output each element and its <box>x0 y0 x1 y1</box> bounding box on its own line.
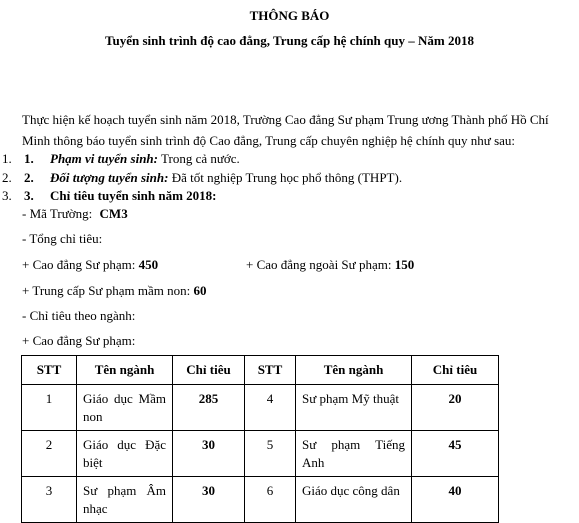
major-name-cell: Giáo dục Mầm non <box>77 385 173 431</box>
tc-line <box>22 283 206 299</box>
stt-cell: 2 <box>22 431 77 477</box>
header-stt: STT <box>22 356 77 385</box>
list-inner-number: 3. <box>24 188 34 203</box>
cd-ngoai-label: + Cao đẳng ngoài Sư phạm: <box>246 257 392 272</box>
quota-cell: 30 <box>173 431 245 477</box>
list-outer-number: 1. <box>2 151 12 166</box>
header-quota: Chỉ tiêu <box>412 356 499 385</box>
list-label: Phạm vi tuyển sinh: <box>50 151 158 166</box>
header-quota: Chỉ tiêu <box>173 356 245 385</box>
list-inner-number: 2. <box>24 170 34 185</box>
intro-paragraph: Thực hiện kế hoạch tuyển sinh năm 2018, Trường Cao đẳng Sư phạm Trung ương Thành phố Hồ Chí Minh thông báo tuyển sinh trình độ Cao đẳng, Trung cấp chuyên nghiệp hệ chính quy như sau: <box>22 112 549 148</box>
major-name-cell: Sư phạm Tiếng Anh <box>296 431 412 477</box>
cd-ngoai-line <box>246 257 414 273</box>
quota-cell: 30 <box>173 477 245 523</box>
school-code-label: - Mã Trường: <box>22 206 93 221</box>
cd-sp-value: 450 <box>138 257 159 272</box>
cd-sp-label: + Cao đẳng Sư phạm: <box>22 257 136 272</box>
table-header-row <box>22 356 499 385</box>
major-name-cell: Sư phạm Mỹ thuật <box>296 385 412 431</box>
list-outer-number: 2. <box>2 170 12 185</box>
quota-cell: 285 <box>173 385 245 431</box>
list-text: Trong cả nước. <box>158 151 240 166</box>
table-row <box>22 477 499 523</box>
quota-cell: 40 <box>412 477 499 523</box>
stt-cell: 3 <box>22 477 77 523</box>
stt-cell: 1 <box>22 385 77 431</box>
major-name-cell: Sư phạm Âm nhạc <box>77 477 173 523</box>
major-name-cell: Giáo dục Đặc biệt <box>77 431 173 477</box>
stt-cell: 4 <box>245 385 296 431</box>
tc-label: + Trung cấp Sư phạm mầm non: <box>22 283 191 298</box>
by-major-label: - Chỉ tiêu theo ngành: <box>22 308 136 323</box>
major-name-cell: Giáo dục công dân <box>296 477 412 523</box>
quota-table <box>21 355 499 523</box>
table-row <box>22 385 499 431</box>
list-inner-number: 1. <box>24 151 34 166</box>
school-code-value: CM3 <box>99 206 128 221</box>
header-major-name: Tên ngành <box>296 356 412 385</box>
total-label: - Tổng chỉ tiêu: <box>22 231 103 246</box>
stt-cell: 6 <box>245 477 296 523</box>
cd-ngoai-value: 150 <box>394 257 415 272</box>
list-outer-number: 3. <box>2 188 12 203</box>
header-major-name: Tên ngành <box>77 356 173 385</box>
document-subtitle: Tuyển sinh trình độ cao đẳng, Trung cấp hệ chính quy – Năm 2018 <box>105 33 474 48</box>
list-label: Chỉ tiêu tuyển sinh năm 2018: <box>50 188 217 203</box>
list-text: Đã tốt nghiệp Trung học phổ thông (THPT). <box>168 170 403 185</box>
quota-cell: 45 <box>412 431 499 477</box>
cd-sp-heading: + Cao đẳng Sư phạm: <box>22 333 136 348</box>
document-title: THÔNG BÁO <box>249 8 330 23</box>
header-stt: STT <box>245 356 296 385</box>
quota-cell: 20 <box>412 385 499 431</box>
list-label: Đối tượng tuyển sinh: <box>50 170 169 185</box>
table-row <box>22 431 499 477</box>
stt-cell: 5 <box>245 431 296 477</box>
tc-value: 60 <box>193 283 207 298</box>
cd-sp-line <box>22 257 158 273</box>
school-code-line <box>22 206 128 222</box>
